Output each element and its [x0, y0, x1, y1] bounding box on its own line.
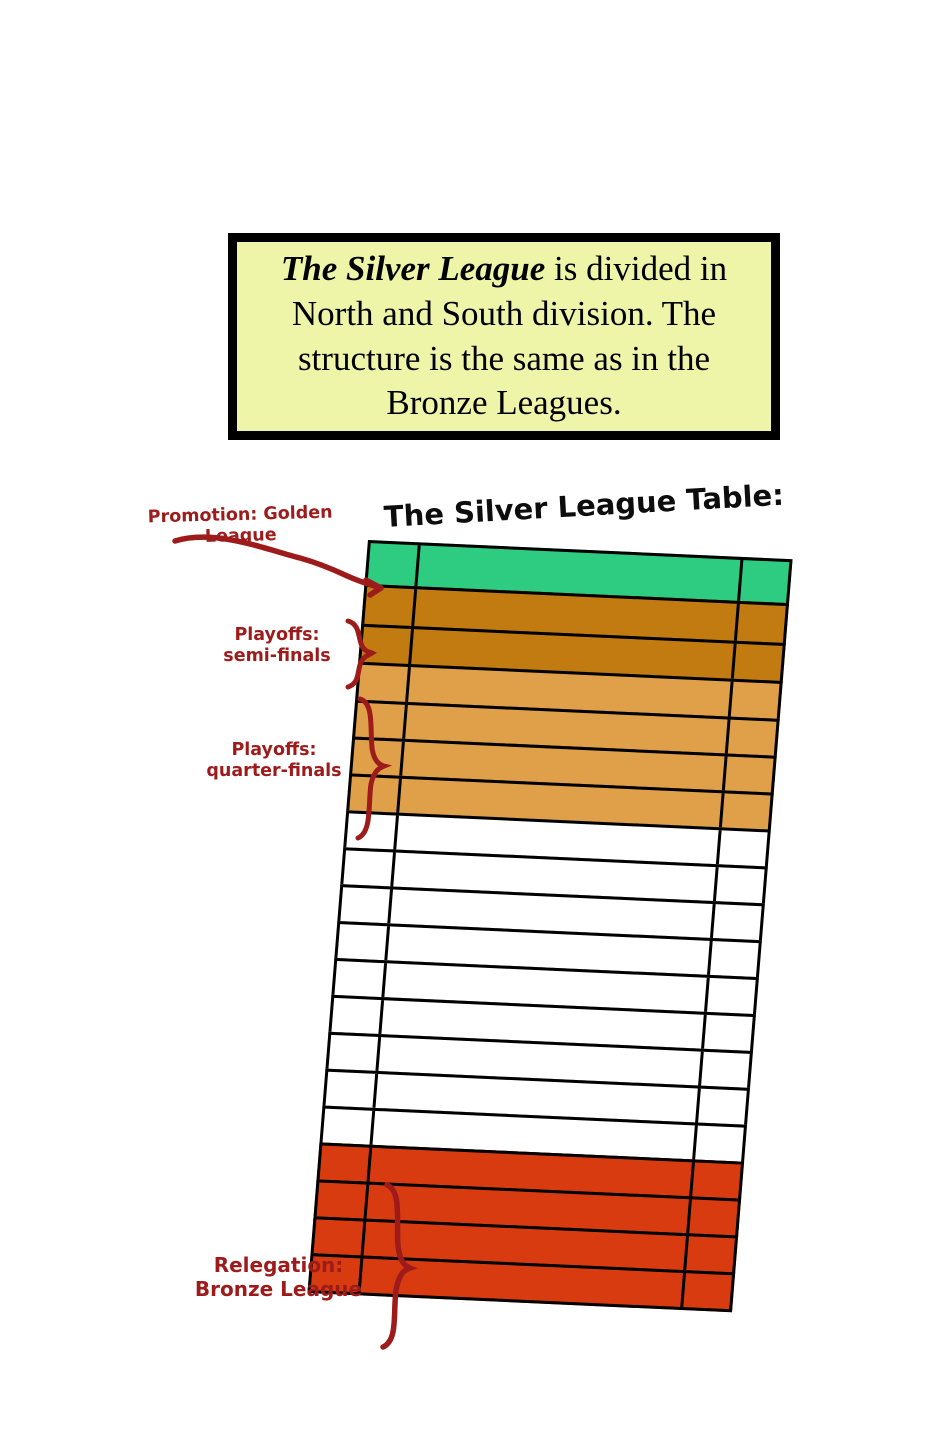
table-cell-points [728, 720, 777, 756]
table-cell-points [716, 867, 765, 903]
table-cell-rank [320, 1146, 373, 1182]
table-cell-points [740, 560, 789, 603]
table-cell-points [707, 978, 756, 1014]
table-cell-rank [325, 1072, 378, 1108]
table-cell-rank [328, 1035, 381, 1071]
table-cell-points [701, 1052, 750, 1088]
table-cell-points [689, 1199, 738, 1235]
table-cell-rank [355, 703, 408, 739]
table-cell-rank [361, 627, 414, 664]
table-cell-rank [346, 813, 399, 849]
table-cell-points [722, 793, 771, 829]
table-cell-points [713, 904, 762, 940]
annotation-semifinals [212, 625, 342, 668]
table-cell-points [719, 830, 768, 866]
table-cell-points [704, 1015, 753, 1051]
callout-box [228, 233, 780, 440]
table-cell-points [725, 757, 774, 793]
league-table [304, 540, 792, 1352]
table-cell-rank [314, 1219, 367, 1255]
table-cell-points [692, 1162, 741, 1198]
annotation-quarterfinals [204, 740, 344, 783]
annotation-promotion: Promotion: Golden League [147, 502, 333, 548]
callout-rest: is divided in North and South division. The structure is the same as in the Bronze Leagues. [291, 248, 728, 423]
table-cell-rank [343, 850, 396, 886]
callout-lead: The Silver League [280, 248, 546, 288]
table-cell-rank [317, 1182, 370, 1218]
table-cell-rank [349, 777, 402, 813]
table-cell-rank [352, 740, 405, 776]
table-cell-points [686, 1236, 735, 1272]
table-cell-points [683, 1273, 732, 1309]
table-cell-points [710, 941, 759, 977]
table-cell-points [731, 682, 780, 719]
annotation-relegation-line2: Bronze League [194, 1277, 363, 1302]
table-cell-rank [334, 961, 387, 997]
page-title: The Silver League Table: [383, 477, 785, 534]
table-cell-rank [331, 998, 384, 1034]
table-cell-rank [367, 543, 421, 586]
table-cell-points [734, 644, 783, 681]
table-cell-rank [358, 665, 411, 702]
table-cell-points [698, 1089, 747, 1125]
annotation-quarterfinals-line1: Playoffs: [231, 740, 317, 760]
annotation-quarterfinals-line2: quarter-finals [206, 761, 342, 782]
annotation-semifinals-line1: Playoffs: [234, 625, 320, 645]
table-cell-points [737, 604, 786, 643]
table-cell-rank [340, 887, 393, 923]
annotation-relegation [186, 1253, 371, 1302]
table-cell-rank [364, 587, 417, 626]
table-cell-rank [323, 1109, 376, 1145]
annotation-semifinals-line2: semi-finals [223, 646, 331, 667]
table-cell-points [695, 1126, 744, 1162]
table-cell-rank [337, 924, 390, 960]
callout-text [237, 247, 771, 426]
annotation-relegation-line1: Relegation: [213, 1253, 344, 1277]
